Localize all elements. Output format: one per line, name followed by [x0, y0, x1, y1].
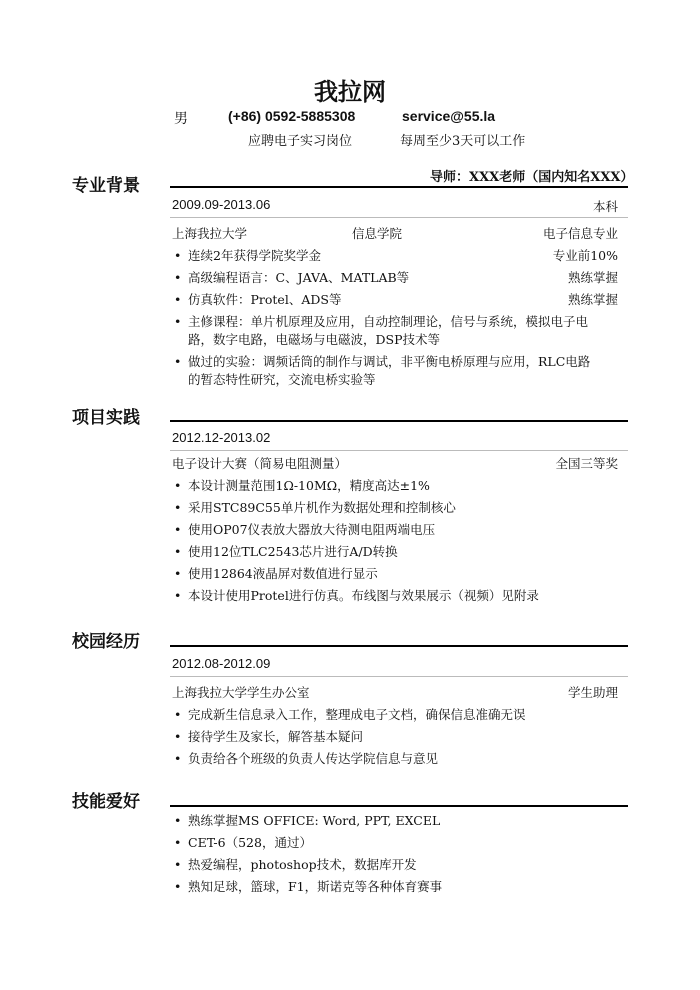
divider [170, 450, 628, 451]
section-rule [170, 805, 628, 807]
availability: 每周至少3天可以工作 [400, 134, 526, 149]
list-item: • 连续2年获得学院奖学金 专业前10% [174, 248, 618, 263]
list-item: • 接待学生及家长，解答基本疑问 [174, 729, 364, 744]
skills-list [172, 812, 618, 900]
list-item: • 仿真软件：Protel、ADS等 熟练掌握 [174, 292, 618, 307]
list-item: • 本设计使用Protel进行仿真。布线图与效果展示（视频）见附录 [174, 588, 539, 603]
resume-name: 我拉网 [314, 77, 386, 106]
section-rule [170, 645, 628, 647]
list-item: • 熟知足球，篮球，F1，斯诺克等各种体育赛事 [174, 879, 443, 894]
tutor: 导师：XXX老师（国内知名XXX） [430, 170, 634, 185]
email: service@55.la [402, 108, 496, 124]
phone: (+86) 0592-5885308 [228, 108, 356, 124]
gender: 男 [174, 111, 188, 127]
divider [170, 217, 628, 218]
list-item: • 负责给各个班级的负责人传达学院信息与意见 [174, 751, 439, 766]
list-item: • 使用12864液晶屏对数值进行显示 [174, 566, 378, 581]
section-title-campus: 校园经历 [72, 632, 140, 652]
college-name: 信息学院 [352, 226, 403, 241]
section-title-education: 专业背景 [72, 176, 140, 196]
section-rule [170, 186, 628, 188]
education-date: 2009.09-2013.06 [172, 197, 271, 212]
campus-role: 学生助理 [567, 685, 618, 700]
list-item: • 本设计测量范围1Ω-10MΩ，精度高达±1% [174, 478, 430, 493]
position-applied: 应聘电子实习岗位 [248, 134, 353, 149]
section-rule [170, 420, 628, 422]
project-date: 2012.12-2013.02 [172, 430, 271, 445]
list-item: • 使用12位TLC2543芯片进行A/D转换 [174, 544, 398, 559]
education-degree: 本科 [592, 199, 618, 214]
list-item: • 采用STC89C55单片机作为数据处理和控制核心 [174, 500, 456, 515]
section-title-projects: 项目实践 [72, 408, 140, 428]
campus-date: 2012.08-2012.09 [172, 656, 271, 671]
list-item: • 熟练掌握MS OFFICE: Word, PPT, EXCEL [174, 813, 441, 828]
school-name: 上海我拉大学 [172, 226, 248, 241]
section-title-skills: 技能爱好 [72, 792, 140, 812]
divider [170, 676, 628, 677]
campus-list [172, 706, 618, 772]
major-name: 电子信息专业 [542, 226, 618, 241]
list-item: • 高级编程语言：C、JAVA、MATLAB等 熟练掌握 [174, 270, 618, 285]
list-item: • 使用OP07仪表放大器放大待测电阻两端电压 [174, 522, 436, 537]
education-list [172, 247, 618, 393]
project-award: 全国三等奖 [555, 456, 618, 471]
project-name: 电子设计大赛（简易电阻测量） [172, 456, 348, 471]
list-item: • 做过的实验：调频话筒的制作与调试，非平衡电桥原理与应用，RLC电路的暂态特性研究，交流电桥实验等 [174, 354, 591, 387]
list-item: • 完成新生信息录入工作，整理成电子文档，确保信息准确无误 [174, 707, 526, 722]
project-list [172, 477, 618, 609]
list-item: • CET-6（528，通过） [174, 835, 312, 850]
list-item: • 热爱编程，photoshop技术，数据库开发 [174, 857, 417, 872]
campus-org: 上海我拉大学学生办公室 [172, 685, 310, 700]
list-item: • 主修课程：单片机原理及应用，自动控制理论，信号与系统，模拟电子电路，数字电路，电磁场与电磁波，DSP技术等 [174, 314, 589, 347]
